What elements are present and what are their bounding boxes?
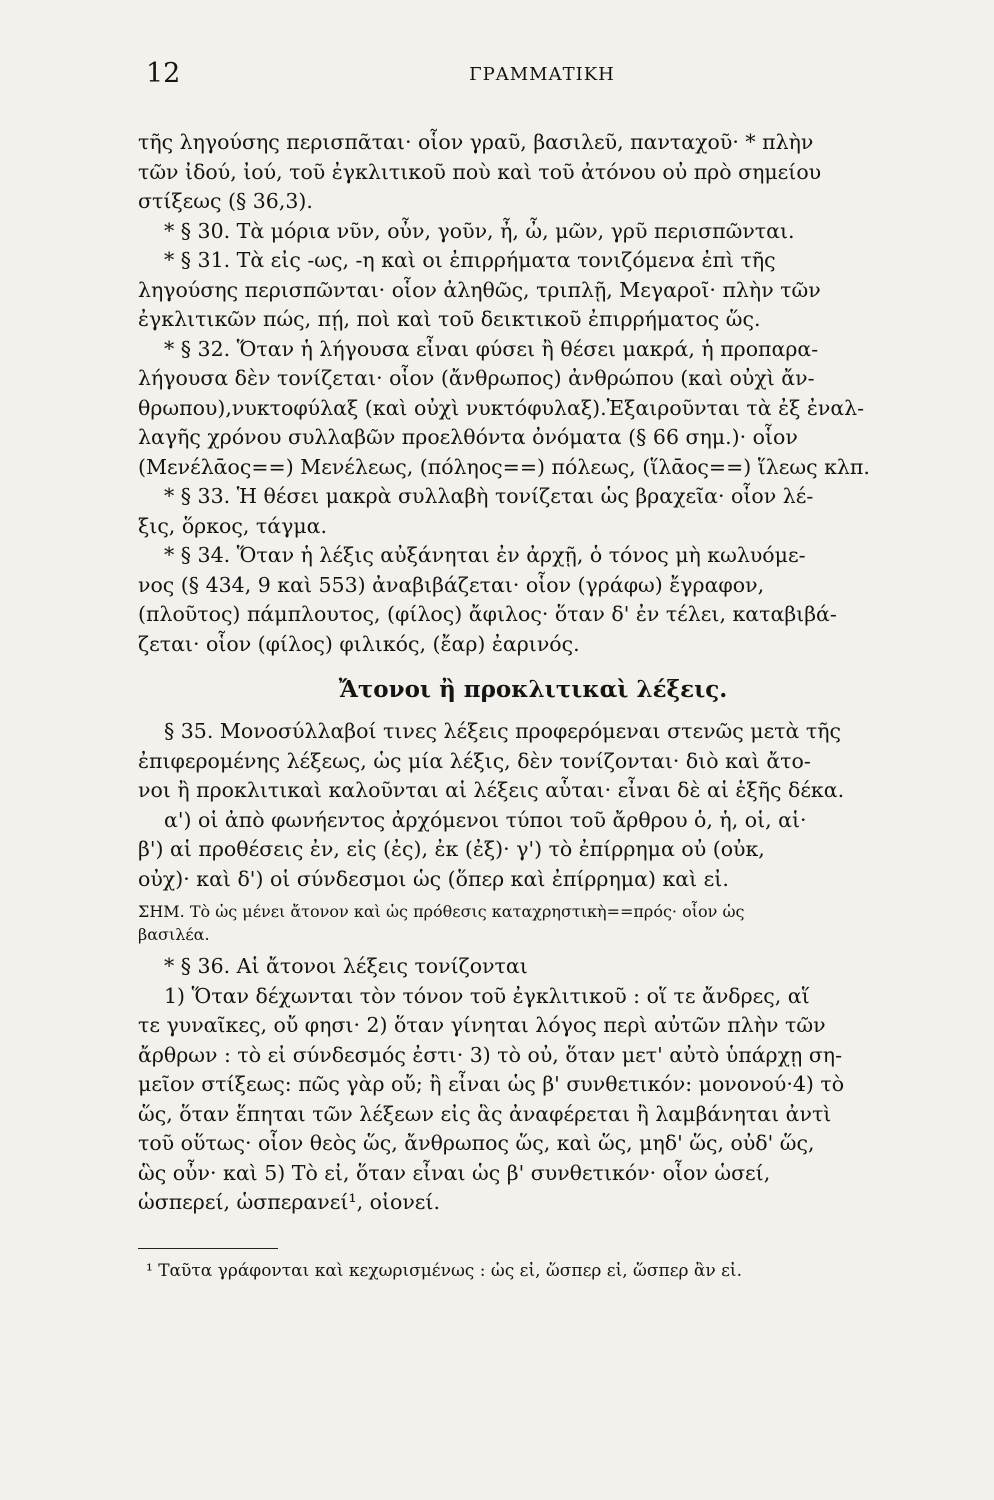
text-line: οὐχ)· καὶ δ') οἱ σύνδεσμοι ὡς (ὅπερ καὶ ἐπίρρημα) καὶ εἰ. (138, 866, 729, 891)
text-line: * § 30. Τὰ μόρια νῦν, οὖν, γοῦν, ἦ, ὦ, μῶν, γρῦ περισπῶνται. (164, 218, 795, 243)
text-line: ξις, ὅρκος, τάγμα. (138, 513, 328, 538)
footnote: ¹ Ταῦτα γράφονται καὶ κεχωρισμένως : ὡς εἰ, ὥσπερ εἰ, ὥσπερ ἂν εἰ. (146, 1260, 742, 1281)
text-line: * § 36. Αἱ ἄτονοι λέξεις τονίζονται (164, 954, 528, 978)
note-line: βασιλέα. (138, 925, 210, 944)
text-line: * § 34. Ὅταν ἡ λέξις αὐξάνηται ἐν ἀρχῇ, ὁ τόνος μὴ κωλυόμε- (164, 543, 806, 567)
text-line: ὣς οὖν· καὶ 5) Τὸ εἰ, ὅταν εἶναι ὡς β' συνθετικόν· οἷον ὡσεί, (138, 1160, 771, 1185)
text-line: ἐπιφερομένης λέξεως, ὡς μία λέξις, δὲν τονίζονται· διὸ καὶ ἄτο- (138, 748, 811, 773)
note-line: ΣΗΜ. Τὸ ὡς μένει ἄτονον καὶ ὡς πρόθεσις καταχρηστικὴ==πρός· οἷον ὡς (138, 902, 745, 921)
text-line: α') οἱ ἀπὸ φωνήεντος ἀρχόμενοι τύποι τοῦ ἄρθρου ὁ, ἡ, οἱ, αἱ· (164, 807, 807, 832)
running-title: ΓΡΑΜΜΑΤΙΚΗ (469, 64, 615, 85)
text-line: λαγῆς χρόνου συλλαβῶν προελθόντα ὀνόματα (§ 66 σημ.)· οἷον (138, 425, 798, 449)
text-line: ζεται· οἷον (φίλος) φιλικός, (ἔαρ) ἐαρινός. (138, 631, 580, 656)
footnote-divider (138, 1248, 278, 1249)
text-line: * § 32. Ὅταν ἡ λήγουσα εἶναι φύσει ἢ θέσει μακρά, ἡ προπαρα- (164, 336, 819, 361)
text-line: λήγουσα δὲν τονίζεται· οἷον (ἄνθρωπος) ἀνθρώπου (καὶ οὐχὶ ἄν- (138, 366, 815, 390)
page-number: 12 (146, 58, 181, 89)
text-line: νος (§ 434, 9 καὶ 553) ἀναβιβάζεται· οἷον (γράφω) ἔγραφον, (138, 572, 765, 597)
text-line: * § 31. Τὰ εἰς -ως, -η καὶ οι ἐπιρρήματα τονιζόμενα ἐπὶ τῆς (164, 248, 776, 272)
text-line: * § 33. Ἡ θέσει μακρὰ συλλαβὴ τονίζεται ὡς βραχεῖα· οἷον λέ- (164, 484, 814, 508)
text-line: β') αἱ προθέσεις ἐν, εἰς (ἐς), ἐκ (ἐξ)· γ') τὸ ἐπίρρημα οὐ (οὐκ, (138, 837, 765, 861)
text-line: (πλοῦτος) πάμπλουτος, (φίλος) ἄφιλος· ὅταν δ' ἐν τέλει, καταβιβά- (138, 602, 837, 626)
text-line: ἐγκλιτικῶν πώς, πῄ, ποὶ καὶ τοῦ δεικτικοῦ ἐπιρρήματος ὥς. (138, 307, 761, 331)
text-line: μεῖον στίξεως: πῶς γὰρ οὔ; ἢ εἶναι ὡς β' συνθετικόν: μονονού·4) τὸ (138, 1072, 845, 1096)
text-line: ἄρθρων : τὸ εἰ σύνδεσμός ἐστι· 3) τὸ οὐ, ὅταν μετ' αὐτὸ ὑπάρχῃ ση- (138, 1042, 843, 1067)
text-line: τῶν ἰδού, ἰού, τοῦ ἐγκλιτικοῦ ποὺ καὶ τοῦ ἀτόνου οὐ πρὸ σημείου (138, 159, 822, 184)
text-line: § 35. Μονοσύλλαβοί τινες λέξεις προφερόμεναι στενῶς μετὰ τῆς (164, 719, 841, 743)
text-line: θρωπου),νυκτοφύλαξ (καὶ οὐχὶ νυκτόφυλαξ).Ἐξαιροῦνται τὰ ἐξ ἐναλ- (138, 395, 865, 420)
section-heading: Ἄτονοι ἢ προκλιτικαὶ λέξεις. (338, 676, 728, 703)
text-line: τε γυναῖκες, οὔ φησι· 2) ὅταν γίνηται λόγος περὶ αὐτῶν πλὴν τῶν (138, 1013, 826, 1037)
text-line: ὥς, ὅταν ἕπηται τῶν λέξεων εἰς ἃς ἀναφέρεται ἢ λαμβάνηται ἀντὶ (138, 1101, 832, 1126)
text-line: τοῦ οὕτως· οἷον θεὸς ὥς, ἄνθρωπος ὥς, καὶ ὥς, μηδ' ὥς, οὐδ' ὥς, (138, 1131, 815, 1155)
text-line: (Μενέλᾱος==) Μενέλεως, (πόληος==) πόλεως, (ἵλᾱος==) ἵλεως κλπ. (138, 454, 870, 479)
text-line: νοι ἢ προκλιτικαὶ καλοῦνται αἱ λέξεις αὗται· εἶναι δὲ αἱ ἑξῆς δέκα. (138, 778, 845, 802)
text-line: στίξεως (§ 36,3). (138, 189, 313, 213)
text-line: 1) Ὅταν δέχωνται τὸν τόνον τοῦ ἐγκλιτικοῦ : οἵ τε ἄνδρες, αἵ (164, 983, 810, 1008)
page-header (0, 58, 994, 98)
text-line: ὡσπερεί, ὡσπερανεί¹, οἱονεί. (138, 1190, 440, 1214)
page-body (138, 128, 928, 1283)
text-line: ληγούσης περισπῶνται· οἷον ἀληθῶς, τριπλῇ, Μεγαροῖ· πλὴν τῶν (138, 277, 821, 302)
text-line: τῆς ληγούσης περισπᾶται· οἷον γραῦ, βασιλεῦ, πανταχοῦ· * πλὴν (138, 130, 814, 154)
